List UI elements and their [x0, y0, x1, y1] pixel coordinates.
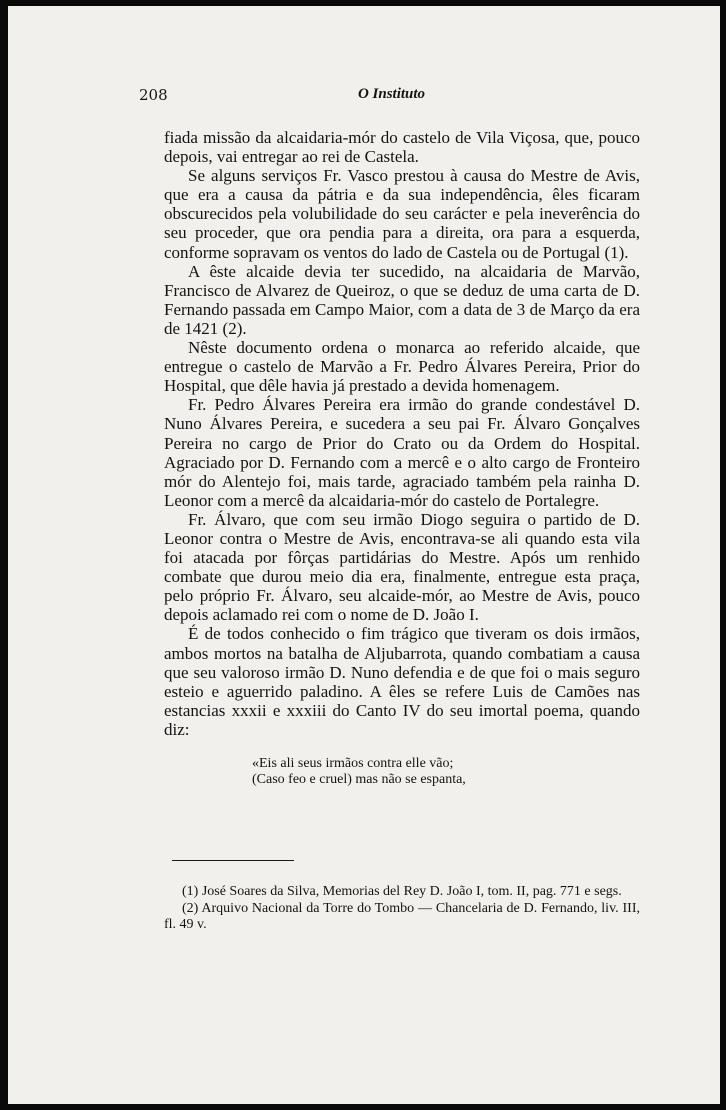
footnote: (2) Arquivo Nacional da Torre do Tombo — Chancelaria de D. Fernando, liv. III, fl. 49 v.: [164, 900, 640, 932]
paragraph: Fr. Álvaro, que com seu irmão Diogo seguira o partido de D. Leonor contra o Mestre de Avis, encontrava-se ali quando esta vila foi atacada por fôrças partidárias do Mestre. Após um renhido combate que durou meio dia era, finalmente, entregue esta praça, pelo próprio Fr. Álvaro, seu alcaide-mór, ao Mestre de Avis, pouco depois aclamado rei com o nome de D. João I.: [164, 509, 640, 625]
verse-line: «Eis ali seus irmãos contra elle vão;: [252, 756, 454, 771]
page-number: 208: [139, 86, 168, 104]
paragraph: Fr. Pedro Álvares Pereira era irmão do grande condestável D. Nuno Álvares Pereira, e sucedera a seu pai Fr. Álvaro Gonçalves Pereira no cargo de Prior do Crato ou da Ordem do Hospital. Agraciado por D. Fernando com a mercê e o alto cargo de Fronteiro mór do Alentejo foi, mais tarde, agraciado também pela rainha D. Leonor com a mercê da alcaidaria-mór do castelo de Portalegre.: [164, 395, 640, 510]
verse-quote: [164, 756, 640, 788]
paragraph: fiada missão da alcaidaria-mór do castelo de Vila Viçosa, que, pouco depois, vai entregar ao rei de Castela.: [164, 128, 640, 167]
footnote: (1) José Soares da Silva, Memorias del Rey D. João I, tom. II, pag. 771 e segs.: [182, 884, 622, 899]
running-title: O Instituto: [357, 86, 426, 102]
footnotes: [164, 884, 640, 934]
verse-line: (Caso feo e cruel) mas não se espanta,: [252, 772, 466, 787]
main-text: [164, 128, 640, 788]
paragraph: A êste alcaide devia ter sucedido, na alcaidaria de Marvão, Francisco de Alvarez de Queiroz, o que se deduz de uma carta de D. Fernando passada em Campo Maior, com a data de 3 de Março da era de 1421 (2).: [164, 261, 640, 338]
footnote-divider: [172, 860, 294, 861]
paragraph: Nêste documento ordena o monarca ao referido alcaide, que entregue o castelo de Marvão a Fr. Pedro Álvares Pereira, Prior do Hospital, que dêle havia já prestado a devida homenagem.: [164, 338, 640, 396]
paragraph: Se alguns serviços Fr. Vasco prestou à causa do Mestre de Avis, que era a causa da pátria e da sua independência, êles ficaram obscurecidos pela volubilidade do seu carácter e pela ineverência do seu proceder, que ora pendia para a direita, ora para a esquerda, conforme sopravam os ventos do lado de Castela ou de Portugal (1).: [164, 166, 640, 262]
document-page: [8, 6, 720, 1104]
page-header: [139, 86, 644, 106]
paragraph: É de todos conhecido o fim trágico que tiveram os dois irmãos, ambos mortos na batalha de Aljubarrota, quando combatiam a causa que seu valoroso irmão D. Nuno defendia e de que foi o mais seguro esteio e aguerrido paladino. A êles se refere Luis de Camões nas estancias xxxii e xxxiii do Canto IV do seu imortal poema, quando diz:: [164, 624, 640, 739]
